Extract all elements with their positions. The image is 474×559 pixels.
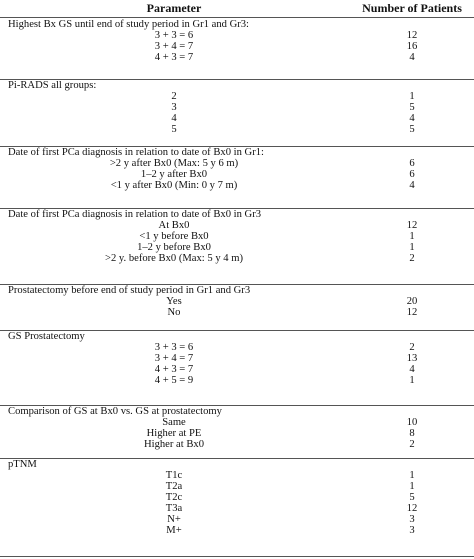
- section-title-row: [0, 285, 474, 296]
- section-title-row: [0, 406, 474, 417]
- row-label: 1–2 y before Bx0: [137, 242, 211, 253]
- section-title: Prostatectomy before end of study period in Gr1 and Gr3: [8, 285, 251, 296]
- row-label: T2c: [165, 492, 183, 503]
- row-patient-count: 2: [409, 253, 415, 264]
- table-row: [0, 503, 474, 514]
- row-patient-count: 16: [406, 41, 418, 52]
- table-section: [0, 458, 474, 536]
- section-title-row: [0, 459, 474, 470]
- row-label: 1–2 y after Bx0: [140, 169, 208, 180]
- row-patient-count: 1: [409, 481, 415, 492]
- table-section: [0, 208, 474, 264]
- row-label: At Bx0: [158, 220, 190, 231]
- table-header: [0, 0, 474, 18]
- table-row: [0, 124, 474, 135]
- table-row: [0, 481, 474, 492]
- table-row: [0, 307, 474, 318]
- row-patient-count: 1: [409, 470, 415, 481]
- section-title: Comparison of GS at Bx0 vs. GS at prostatectomy: [8, 406, 222, 417]
- table-row: [0, 180, 474, 191]
- row-label: Yes: [166, 296, 182, 307]
- row-patient-count: 5: [409, 124, 415, 135]
- table-section: [0, 146, 474, 191]
- table-row: [0, 353, 474, 364]
- table-row: [0, 220, 474, 231]
- section-title: pTNM: [8, 459, 37, 470]
- table-row: [0, 41, 474, 52]
- table-row: [0, 525, 474, 536]
- section-title-row: [0, 19, 474, 30]
- table-section: [0, 405, 474, 450]
- table-row: [0, 514, 474, 525]
- row-patient-count: 2: [409, 342, 415, 353]
- table-row: [0, 296, 474, 307]
- row-label: 3: [171, 102, 177, 113]
- row-patient-count: 2: [409, 439, 415, 450]
- row-label: 3 + 3 = 6: [154, 30, 194, 41]
- table-row: [0, 342, 474, 353]
- row-patient-count: 1: [409, 375, 415, 386]
- row-patient-count: 12: [406, 30, 418, 41]
- row-patient-count: 4: [409, 180, 415, 191]
- table-bottom-rule: [0, 556, 474, 557]
- row-patient-count: 6: [409, 158, 415, 169]
- table-row: [0, 242, 474, 253]
- section-title-row: [0, 209, 474, 220]
- row-label: Higher at PE: [146, 428, 202, 439]
- row-patient-count: 1: [409, 231, 415, 242]
- row-patient-count: 3: [409, 525, 415, 536]
- table-row: [0, 439, 474, 450]
- row-patient-count: 12: [406, 503, 418, 514]
- table-row: [0, 470, 474, 481]
- table-row: [0, 364, 474, 375]
- row-label: 4 + 3 = 7: [154, 52, 194, 63]
- row-patient-count: 4: [409, 113, 415, 124]
- row-patient-count: 13: [406, 353, 418, 364]
- table-row: [0, 158, 474, 169]
- row-patient-count: 8: [409, 428, 415, 439]
- row-label: N+: [167, 514, 181, 525]
- table-row: [0, 375, 474, 386]
- row-patient-count: 12: [406, 220, 418, 231]
- section-title: Date of first PCa diagnosis in relation to date of Bx0 in Gr3: [8, 209, 262, 220]
- row-label: T3a: [165, 503, 183, 514]
- row-label: 4 + 5 = 9: [154, 375, 194, 386]
- row-patient-count: 10: [406, 417, 418, 428]
- row-patient-count: 1: [409, 91, 415, 102]
- table-section: [0, 79, 474, 135]
- row-label: No: [167, 307, 181, 318]
- row-label: >2 y. before Bx0 (Max: 5 y 4 m): [105, 253, 243, 264]
- table-row: [0, 417, 474, 428]
- row-patient-count: 20: [406, 296, 418, 307]
- row-label: 3 + 4 = 7: [154, 41, 194, 52]
- section-title: Pi-RADS all groups:: [8, 80, 97, 91]
- row-label: 4: [171, 113, 177, 124]
- table-row: [0, 231, 474, 242]
- row-label: >2 y after Bx0 (Max: 5 y 6 m): [109, 158, 239, 169]
- table-section: [0, 330, 474, 386]
- row-label: 5: [171, 124, 177, 135]
- row-label: T1c: [165, 470, 183, 481]
- row-label: 3 + 4 = 7: [154, 353, 194, 364]
- table-row: [0, 113, 474, 124]
- section-title: Highest Bx GS until end of study period in Gr1 and Gr3:: [8, 19, 249, 30]
- row-patient-count: 1: [409, 242, 415, 253]
- section-title: Date of first PCa diagnosis in relation to date of Bx0 in Gr1:: [8, 147, 264, 158]
- row-patient-count: 5: [409, 102, 415, 113]
- parameter-column-header: Parameter: [146, 1, 202, 15]
- row-patient-count: 6: [409, 169, 415, 180]
- row-label: <1 y after Bx0 (Min: 0 y 7 m): [110, 180, 238, 191]
- row-label: Higher at Bx0: [143, 439, 205, 450]
- table-row: [0, 253, 474, 264]
- table-row: [0, 102, 474, 113]
- section-title-row: [0, 147, 474, 158]
- row-label: 4 + 3 = 7: [154, 364, 194, 375]
- row-label: M+: [166, 525, 182, 536]
- table-row: [0, 492, 474, 503]
- table-row: [0, 52, 474, 63]
- row-label: 2: [171, 91, 177, 102]
- row-label: 3 + 3 = 6: [154, 342, 194, 353]
- row-patient-count: 4: [409, 364, 415, 375]
- row-patient-count: 3: [409, 514, 415, 525]
- row-patient-count: 5: [409, 492, 415, 503]
- row-label: Same: [162, 417, 186, 428]
- row-label: T2a: [165, 481, 183, 492]
- section-title-row: [0, 331, 474, 342]
- row-patient-count: 12: [406, 307, 418, 318]
- patients-column-header: Number of Patients: [362, 1, 462, 15]
- section-title-row: [0, 80, 474, 91]
- table-row: [0, 428, 474, 439]
- table-section: [0, 19, 474, 63]
- row-label: <1 y before Bx0: [139, 231, 209, 242]
- table-section: [0, 284, 474, 318]
- table-row: [0, 30, 474, 41]
- row-patient-count: 4: [409, 52, 415, 63]
- section-title: GS Prostatectomy: [8, 331, 85, 342]
- table-row: [0, 91, 474, 102]
- table-row: [0, 169, 474, 180]
